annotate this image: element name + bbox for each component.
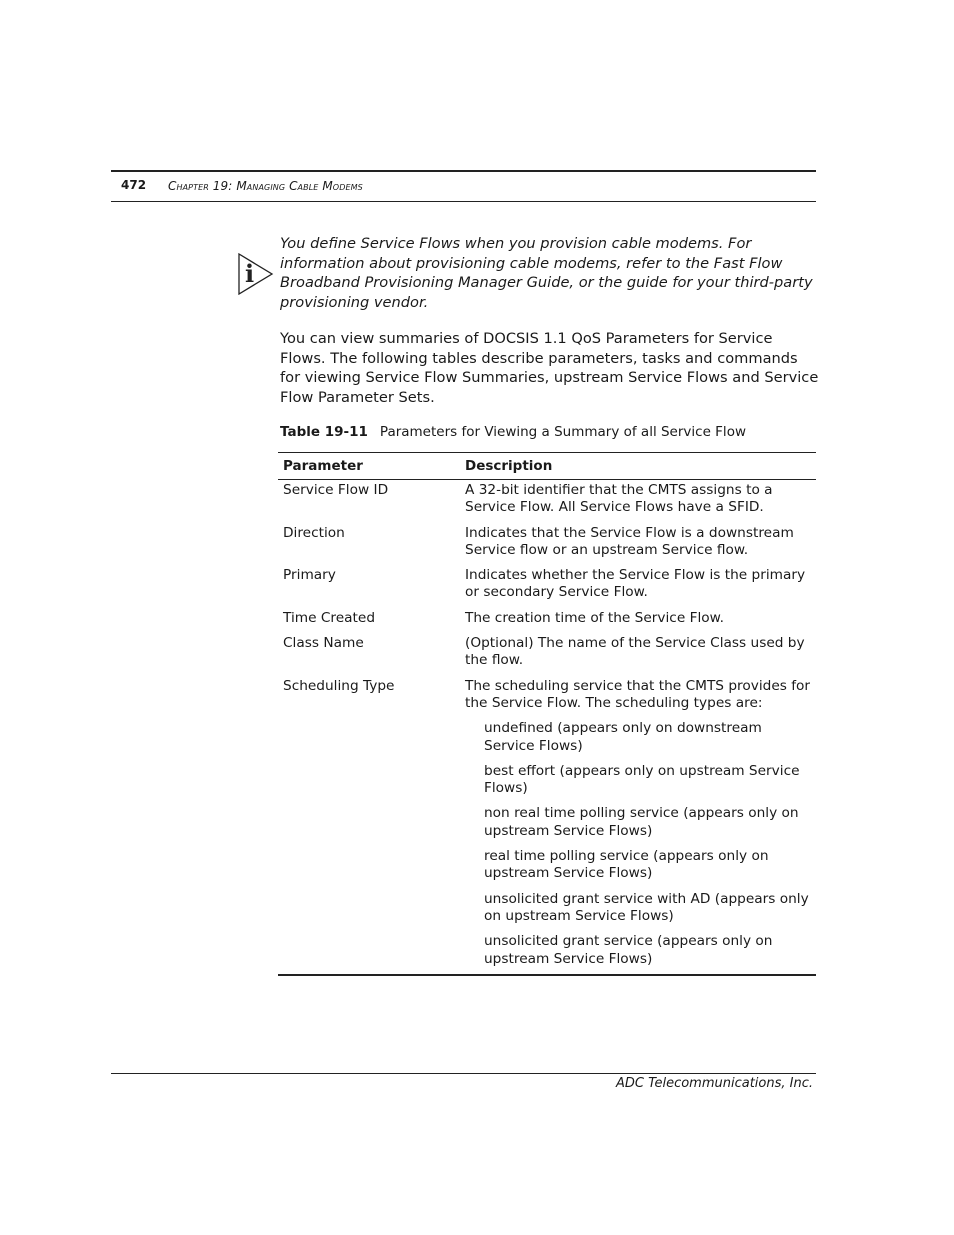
- info-icon: [238, 253, 274, 295]
- table-caption-number: Table 19-11: [280, 424, 368, 440]
- intro-paragraph: You can view summaries of DOCSIS 1.1 QoS Parameters for Service Flows. The following tables describe parameters, tasks and commands for viewing Service Flow Summaries, upstream Service Flows and Service Flow Parameter Sets.: [280, 330, 819, 406]
- row-description: A 32-bit identifier that the CMTS assigns to a Service Flow. All Service Flows have a SFID.: [465, 482, 773, 516]
- parameters-table: [278, 452, 816, 976]
- table-row: [278, 482, 816, 517]
- row-parameter: Class Name: [283, 635, 364, 652]
- table-row: [278, 610, 816, 627]
- scheduling-type-item: real time polling service (appears only on upstream Service Flows): [484, 848, 769, 882]
- row-description: (Optional) The name of the Service Class used by the flow.: [465, 635, 805, 669]
- table-row: [278, 678, 816, 974]
- scheduling-type-intro: The scheduling service that the CMTS provides for the Service Flow. The scheduling types are:: [465, 677, 811, 711]
- page-number: 472: [121, 178, 147, 192]
- note-text: You define Service Flows when you provision cable modems. For information about provisioning cable modems, refer to the Fast Flow Broadband Provisioning Manager Guide, or the guide for your third-party provisioning vendor.: [280, 235, 813, 311]
- row-description: [465, 678, 811, 968]
- svg-text:i: i: [245, 259, 255, 288]
- column-header-parameter: Parameter: [283, 458, 363, 474]
- header-rule-bottom: [111, 201, 816, 202]
- chapter-title: Chapter 19: Managing Cable Modems: [168, 179, 363, 193]
- row-parameter: Direction: [283, 524, 345, 541]
- row-parameter: Primary: [283, 567, 336, 584]
- scheduling-type-item: best effort (appears only on upstream Service Flows): [484, 762, 800, 797]
- table-row: [278, 635, 816, 670]
- table-header: [278, 453, 816, 480]
- scheduling-type-item: unsolicited grant service (appears only on upstream Service Flows): [484, 933, 773, 967]
- row-parameter: Time Created: [283, 609, 376, 626]
- row-parameter: Scheduling Type: [283, 677, 395, 694]
- table-caption: [280, 424, 746, 440]
- footer-rule: [111, 1073, 816, 1074]
- table-caption-title: Parameters for Viewing a Summary of all Service Flow: [379, 424, 746, 440]
- scheduling-type-item: undefined (appears only on downstream Service Flows): [484, 720, 762, 754]
- scheduling-type-item: non real time polling service (appears only on upstream Service Flows): [484, 805, 799, 839]
- row-parameter: Service Flow ID: [283, 482, 389, 498]
- row-description: Indicates that the Service Flow is a downstream Service flow or an upstream Service flow.: [465, 524, 794, 558]
- footer-publisher: ADC Telecommunications, Inc.: [616, 1076, 813, 1091]
- column-header-description: Description: [465, 458, 553, 474]
- row-description: The creation time of the Service Flow.: [465, 609, 724, 626]
- table-row: [278, 567, 816, 602]
- scheduling-type-item: unsolicited grant service with AD (appears only on upstream Service Flows): [484, 890, 809, 924]
- table-row: [278, 525, 816, 560]
- row-description: Indicates whether the Service Flow is the primary or secondary Service Flow.: [465, 567, 806, 601]
- header-rule-top: [111, 170, 816, 172]
